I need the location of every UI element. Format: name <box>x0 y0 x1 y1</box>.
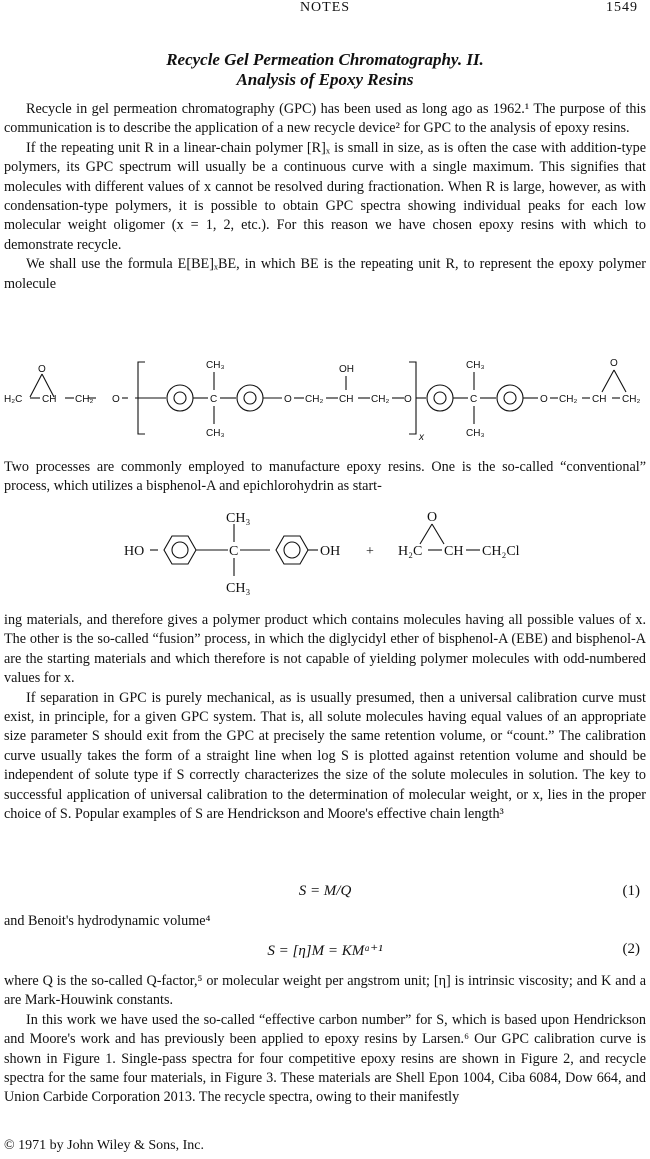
s1-oh: OH <box>339 364 354 375</box>
s1-ch2-5: CH₂ <box>622 394 641 405</box>
paragraph-7: and Benoit's hydrodynamic volume⁴ <box>4 913 211 929</box>
s2-ch3-bot: CH₃ <box>226 581 251 596</box>
paragraph-1: Recycle in gel permeation chromatography (GPC) has been used as long ago as 1962.¹ The purpose of this communication is to describe the application of a new recycle device² for GPC to the analysis of epoxy resins. <box>4 101 646 137</box>
s1-ch3-bot-1: CH₃ <box>206 428 225 439</box>
s1-ch3-bot-2: CH₃ <box>466 428 485 439</box>
s1-o-3: O <box>404 394 412 405</box>
equation-1-formula: S = M/Q <box>298 883 352 899</box>
s1-c-1: C <box>210 394 218 405</box>
s1-ch3-top-1: CH₃ <box>206 360 225 371</box>
s2-ch: CH <box>444 544 464 559</box>
body-block-1 <box>4 100 646 294</box>
bisphenol-epichlorohydrin-structure <box>0 506 650 601</box>
s1-o-1: O <box>112 394 120 405</box>
s1-ch2-2: CH₂ <box>305 394 324 405</box>
s1-x-subscript: x <box>419 432 424 443</box>
s2-ch2cl: CH₂Cl <box>482 544 520 559</box>
s2-ho: HO <box>124 544 145 559</box>
equation-1-number: (1) <box>622 883 640 899</box>
s1-h2c: H₂C <box>4 394 23 405</box>
s2-ring-o: O <box>427 510 438 525</box>
s2-h2c: H₂C <box>398 544 423 559</box>
s1-ch2-1: CH₂ <box>75 394 94 405</box>
paragraph-3: We shall use the formula E[BE]ₓBE, in which BE is the repeating unit R, to represent the epoxy polymer molecule <box>4 256 646 292</box>
running-head <box>0 0 650 20</box>
equation-2-number: (2) <box>622 941 640 957</box>
s1-o-4: O <box>540 394 548 405</box>
s2-c: C <box>229 544 239 559</box>
s1-ch-1: CH <box>42 394 57 405</box>
title-line-2: Analysis of Epoxy Resins <box>236 70 414 89</box>
paragraph-4: Two processes are commonly employed to manufacture epoxy resins. One is the so-called “conventional” process, which utilizes a bisphenol-A and epichlorohydrin as start- <box>4 459 646 495</box>
copyright-line: © 1971 by John Wiley & Sons, Inc. <box>4 1138 204 1153</box>
equation-2-formula: S = [η]M = KMᵃ⁺¹ <box>267 943 383 959</box>
epoxy-polymer-structure <box>0 352 650 447</box>
article-title <box>0 50 650 90</box>
s1-o-2: O <box>284 394 292 405</box>
paragraph-8: where Q is the so-called Q-factor,⁵ or molecular weight per angstrom unit; [η] is intrinsic viscosity; and K and a are Mark-Houwink constants. <box>4 973 646 1009</box>
body-block-5 <box>4 972 646 1108</box>
s1-ch3-top-2: CH₃ <box>466 360 485 371</box>
paragraph-5: ing materials, and therefore gives a polymer product which contains molecules having all possible values of x. The other is the so-called “fusion” process, in which the diglycidyl ether of bisphenol-A (EBE) and bisphenol-A are the starting materials and which therefore is not capable of yielding polymer molecules with odd-numbered values for x. <box>4 612 646 687</box>
paragraph-6: If separation in GPC is purely mechanical, as is usually presumed, then a universal calibration curve must exist, in principle, for a given GPC system. That is, all solute molecules having equal values of an appropriate size parameter S should exit from the GPC at precisely the same retention volume, or “count.” The calibration curve usually takes the form of a straight line when log S is plotted against retention volume and should be independent of solute type if S correctly characterizes the size of the solute molecules in solution. The key to successful application of universal calibration to the determination of molecular weight, or x, lies in the proper choice of S. Popular examples of S are Hendrickson and Moore's effective chain length³ <box>4 689 646 823</box>
running-head-section: NOTES <box>299 0 351 15</box>
s1-ch-3: CH <box>592 394 607 405</box>
s1-ring-o-left: O <box>38 364 46 375</box>
s1-ch-2: CH <box>339 394 354 405</box>
s2-ch3-top: CH₃ <box>226 511 251 526</box>
title-line-1: Recycle Gel Permeation Chromatography. II. <box>166 50 484 69</box>
body-block-2 <box>4 458 646 497</box>
s2-plus: + <box>366 544 374 559</box>
paragraph-2: If the repeating unit R in a linear-chain polymer [R]ₓ is small in size, as is often the case with addition-type polymers, its GPC spectrum will usually be a continuous curve with a single maximum. This signifies that molecules with different values of x cannot be resolved during fractionation. When R is large, however, as with condensation-type polymers, it is possible to obtain GPC spectra showing individual peaks for each low molecular weight oligomer (x = 1, 2, etc.). For this reason we have chosen epoxy resins with which to demonstrate recycle. <box>4 139 646 253</box>
s1-c-2: C <box>470 394 478 405</box>
s1-ch2-4: CH₂ <box>559 394 578 405</box>
s1-ch2-3: CH₂ <box>371 394 390 405</box>
body-block-4 <box>4 912 646 931</box>
s1-ring-o-right: O <box>610 358 618 369</box>
s2-oh: OH <box>320 544 341 559</box>
paragraph-9: In this work we have used the so-called “effective carbon number” for S, which is based upon Hendrickson and Moore's work and has previously been applied to epoxy resins by Larsen.⁶ Our GPC calibration curve is shown in Figure 1. Single-pass spectra for four competitive epoxy resins are shown in Figure 2, and recycle spectra for the same four materials, in Figure 3. These materials are Shell Epon 1004, Ciba 6084, Dow 664, and Union Carbide Corporation 2013. The recycle spectra, owing to their manifestly <box>4 1011 646 1106</box>
page-number: 1549 <box>606 0 638 15</box>
body-block-3 <box>4 611 646 824</box>
